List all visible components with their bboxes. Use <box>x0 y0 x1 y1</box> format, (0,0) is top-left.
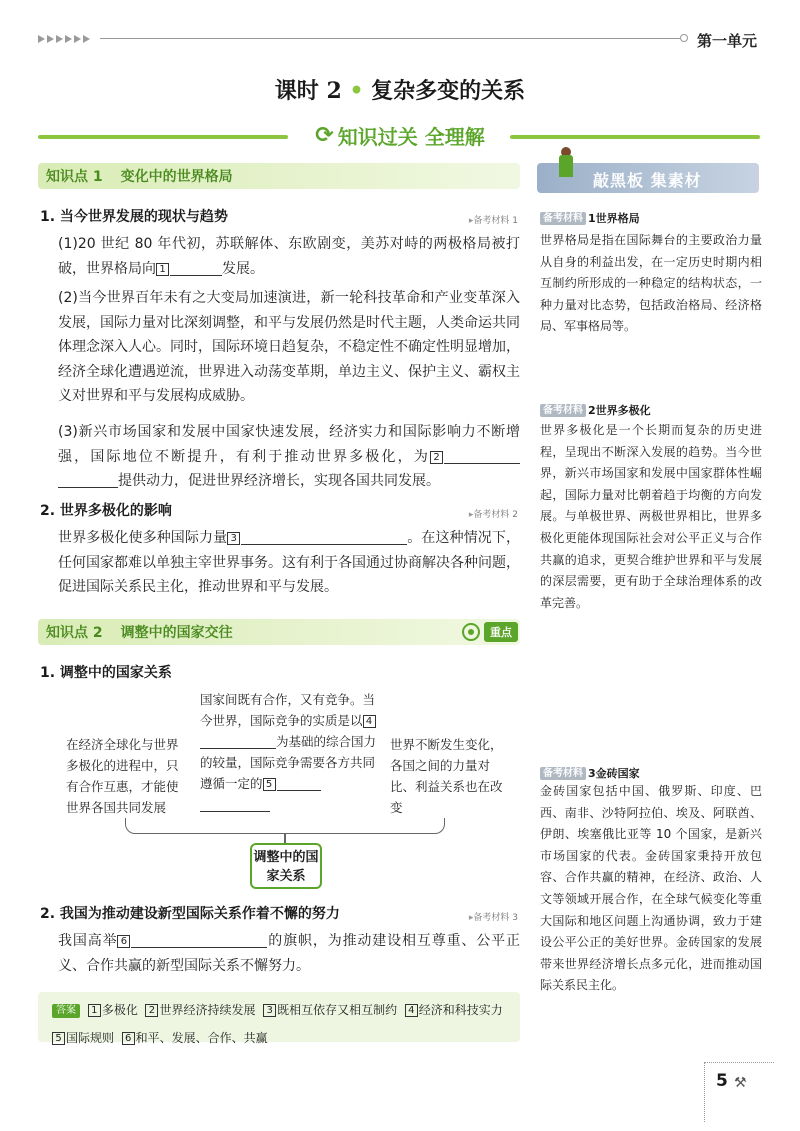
kp1-s2-ref: ▸备考材料 2 <box>468 510 518 520</box>
kp1-s1-ref: ▸备考材料 1 <box>468 216 518 226</box>
material-3-tag: 备考材料 3金砖国家 <box>540 765 640 781</box>
brace-line <box>125 818 445 834</box>
kp2-s1-title: 1. 调整中的国家关系 <box>40 665 172 681</box>
teacher-icon <box>559 155 573 177</box>
relation-right-box: 世界不断发生变化，各国之间的力量对比、利益关系也在改变 <box>390 737 503 815</box>
answer-badge: 答案 <box>52 1004 80 1018</box>
target-icon <box>462 623 480 641</box>
kp1-header: 知识点 1 变化中的世界格局 <box>38 163 520 189</box>
material-2-text: 世界多极化是一个长期而复杂的历史进程，呈现出不断深入发展的趋势。当今世界，新兴市场国家和发展中国家群体性崛起，国际力量对比朝着趋于均衡的方向发展。与单极世界、两极世界相比，世界多极化更能体现国际社会对公平正义与合作共赢的追求，更契合维护世界和平与发展的深层需要，更有助于全球治理体系的改革完善。 <box>540 423 762 610</box>
material-1-text: 世界格局是指在国际舞台的主要政治力量从自身的利益出发，在一定历史时期内相互制约所形成的一种稳定的结构状态，一种力量对比态势，包括政治格局、经济格局、军事格局等。 <box>540 233 762 334</box>
kp1-p2: (2)当今世界百年未有之大变局加速演进，新一轮科技革命和产业变革深入发展，国际力量对比深刻调整，和平与发展仍然是时代主题，人类命运共同体理念深入人心。同时，国际环境日趋复杂，不稳定性不确定性明显增加，经济全球化遭遇逆流，世界进入动荡变革期，单边主义、保护主义、霸权主义对世界和平与发展构成威胁。 <box>58 290 520 404</box>
banner-line-left <box>38 135 288 139</box>
kp1-p4: 世界多极化使多种国际力量 3 。在这种情况下，任何国家都难以单独主宰世界事务。这有利于各国通过协商解决各种问题，促进国际关系民主化，推动世界和平与发展。 <box>58 530 521 595</box>
material-2-tag: 备考材料 2世界多极化 <box>540 402 651 418</box>
unit-label: 第一单元 <box>697 32 758 50</box>
blank-3[interactable] <box>241 530 407 545</box>
kp1-s2-title: 2. 世界多极化的影响 <box>40 503 172 519</box>
corner-dots-h <box>704 1062 774 1063</box>
blank-1[interactable] <box>170 261 222 276</box>
kp2-s2-ref: ▸备考材料 3 <box>468 913 518 923</box>
relation-middle-box: 国家间既有合作，又有竞争。当今世界，国际竞争的实质是以 4为基础的综合国力的较量，国际竞争需要各方共同遵循一定的 5 <box>200 689 378 815</box>
kp1-p1: (1)20 世纪 80 年代初，苏联解体、东欧剧变，美苏对峙的两极格局被打破，世界格局向 1 发展。 <box>58 236 520 277</box>
material-3-text: 金砖国家包括中国、俄罗斯、印度、巴西、南非、沙特阿拉伯、埃及、阿联酋、伊朗、埃塞俄比亚等 10 个国家，是新兴市场国家的代表。金砖国家秉持开放包容、合作共赢的精神，在经济、政治、人文等领域开展合作，在全球气候变化等重大国际和地区问题上沟通协调，致力于建设公平公正的美好世界。金砖国家的发展带来世界经济增长点多元化，进而推动国际关系民主化。 <box>540 784 762 993</box>
blank-2b[interactable] <box>58 473 118 488</box>
material-1-tag: 备考材料 1世界格局 <box>540 210 640 226</box>
hammer-icon: ⚒ <box>734 1075 747 1091</box>
blank-5b[interactable] <box>200 797 270 812</box>
blank-6[interactable] <box>131 933 267 948</box>
blank-4[interactable] <box>200 734 276 749</box>
brace-stem <box>284 833 286 843</box>
swirl-icon: ⟳ <box>315 122 334 148</box>
kp1-s1-title: 1. 当今世界发展的现状与趋势 <box>40 209 228 225</box>
kp1-p3: (3)新兴市场国家和发展中国家快速发展，经济实力和国际影响力不断增强，国际地位不断提升，有利于推动世界多极化，为 2提供动力，促进世界经济增长，实现各国共同发展。 <box>58 424 520 489</box>
sidebar-header: 敲黑板 集素材 <box>537 163 759 193</box>
header-circle <box>680 34 688 42</box>
kp2-p5: 我国高举 6 的旗帜，为推动建设相互尊重、公平正义、合作共赢的新型国际关系不懈努力。 <box>58 933 521 974</box>
answer-text: 答案 1 多极化 2 世界经济持续发展 3 既相互依存又相互制约 4 经济和科技实力 5 国际规则 6 和平、发展、合作、共赢 <box>52 996 522 1052</box>
blank-5[interactable] <box>277 776 321 791</box>
header-arrows <box>38 33 92 45</box>
relation-left-box: 在经济全球化与世界多极化的进程中，只有合作互惠，才能使世界各国共同发展 <box>66 737 179 815</box>
corner-dots-v <box>704 1062 705 1122</box>
page-number: 5 <box>716 1071 728 1091</box>
header-rule <box>100 38 680 39</box>
kp2-header: 知识点 2 调整中的国家交往 重点 <box>38 619 520 645</box>
section-banner: ⟳ 知识过关 全理解 <box>300 120 500 150</box>
kp2-s2-title: 2. 我国为推动建设新型国际关系作着不懈的努力 <box>40 906 340 922</box>
key-badge: 重点 <box>484 622 518 642</box>
lesson-title: 课时 2 • 复杂多变的关系 <box>274 78 526 104</box>
blank-2[interactable] <box>444 449 520 464</box>
banner-line-right <box>510 135 760 139</box>
relation-center-box: 调整中的国家关系 <box>250 843 322 889</box>
